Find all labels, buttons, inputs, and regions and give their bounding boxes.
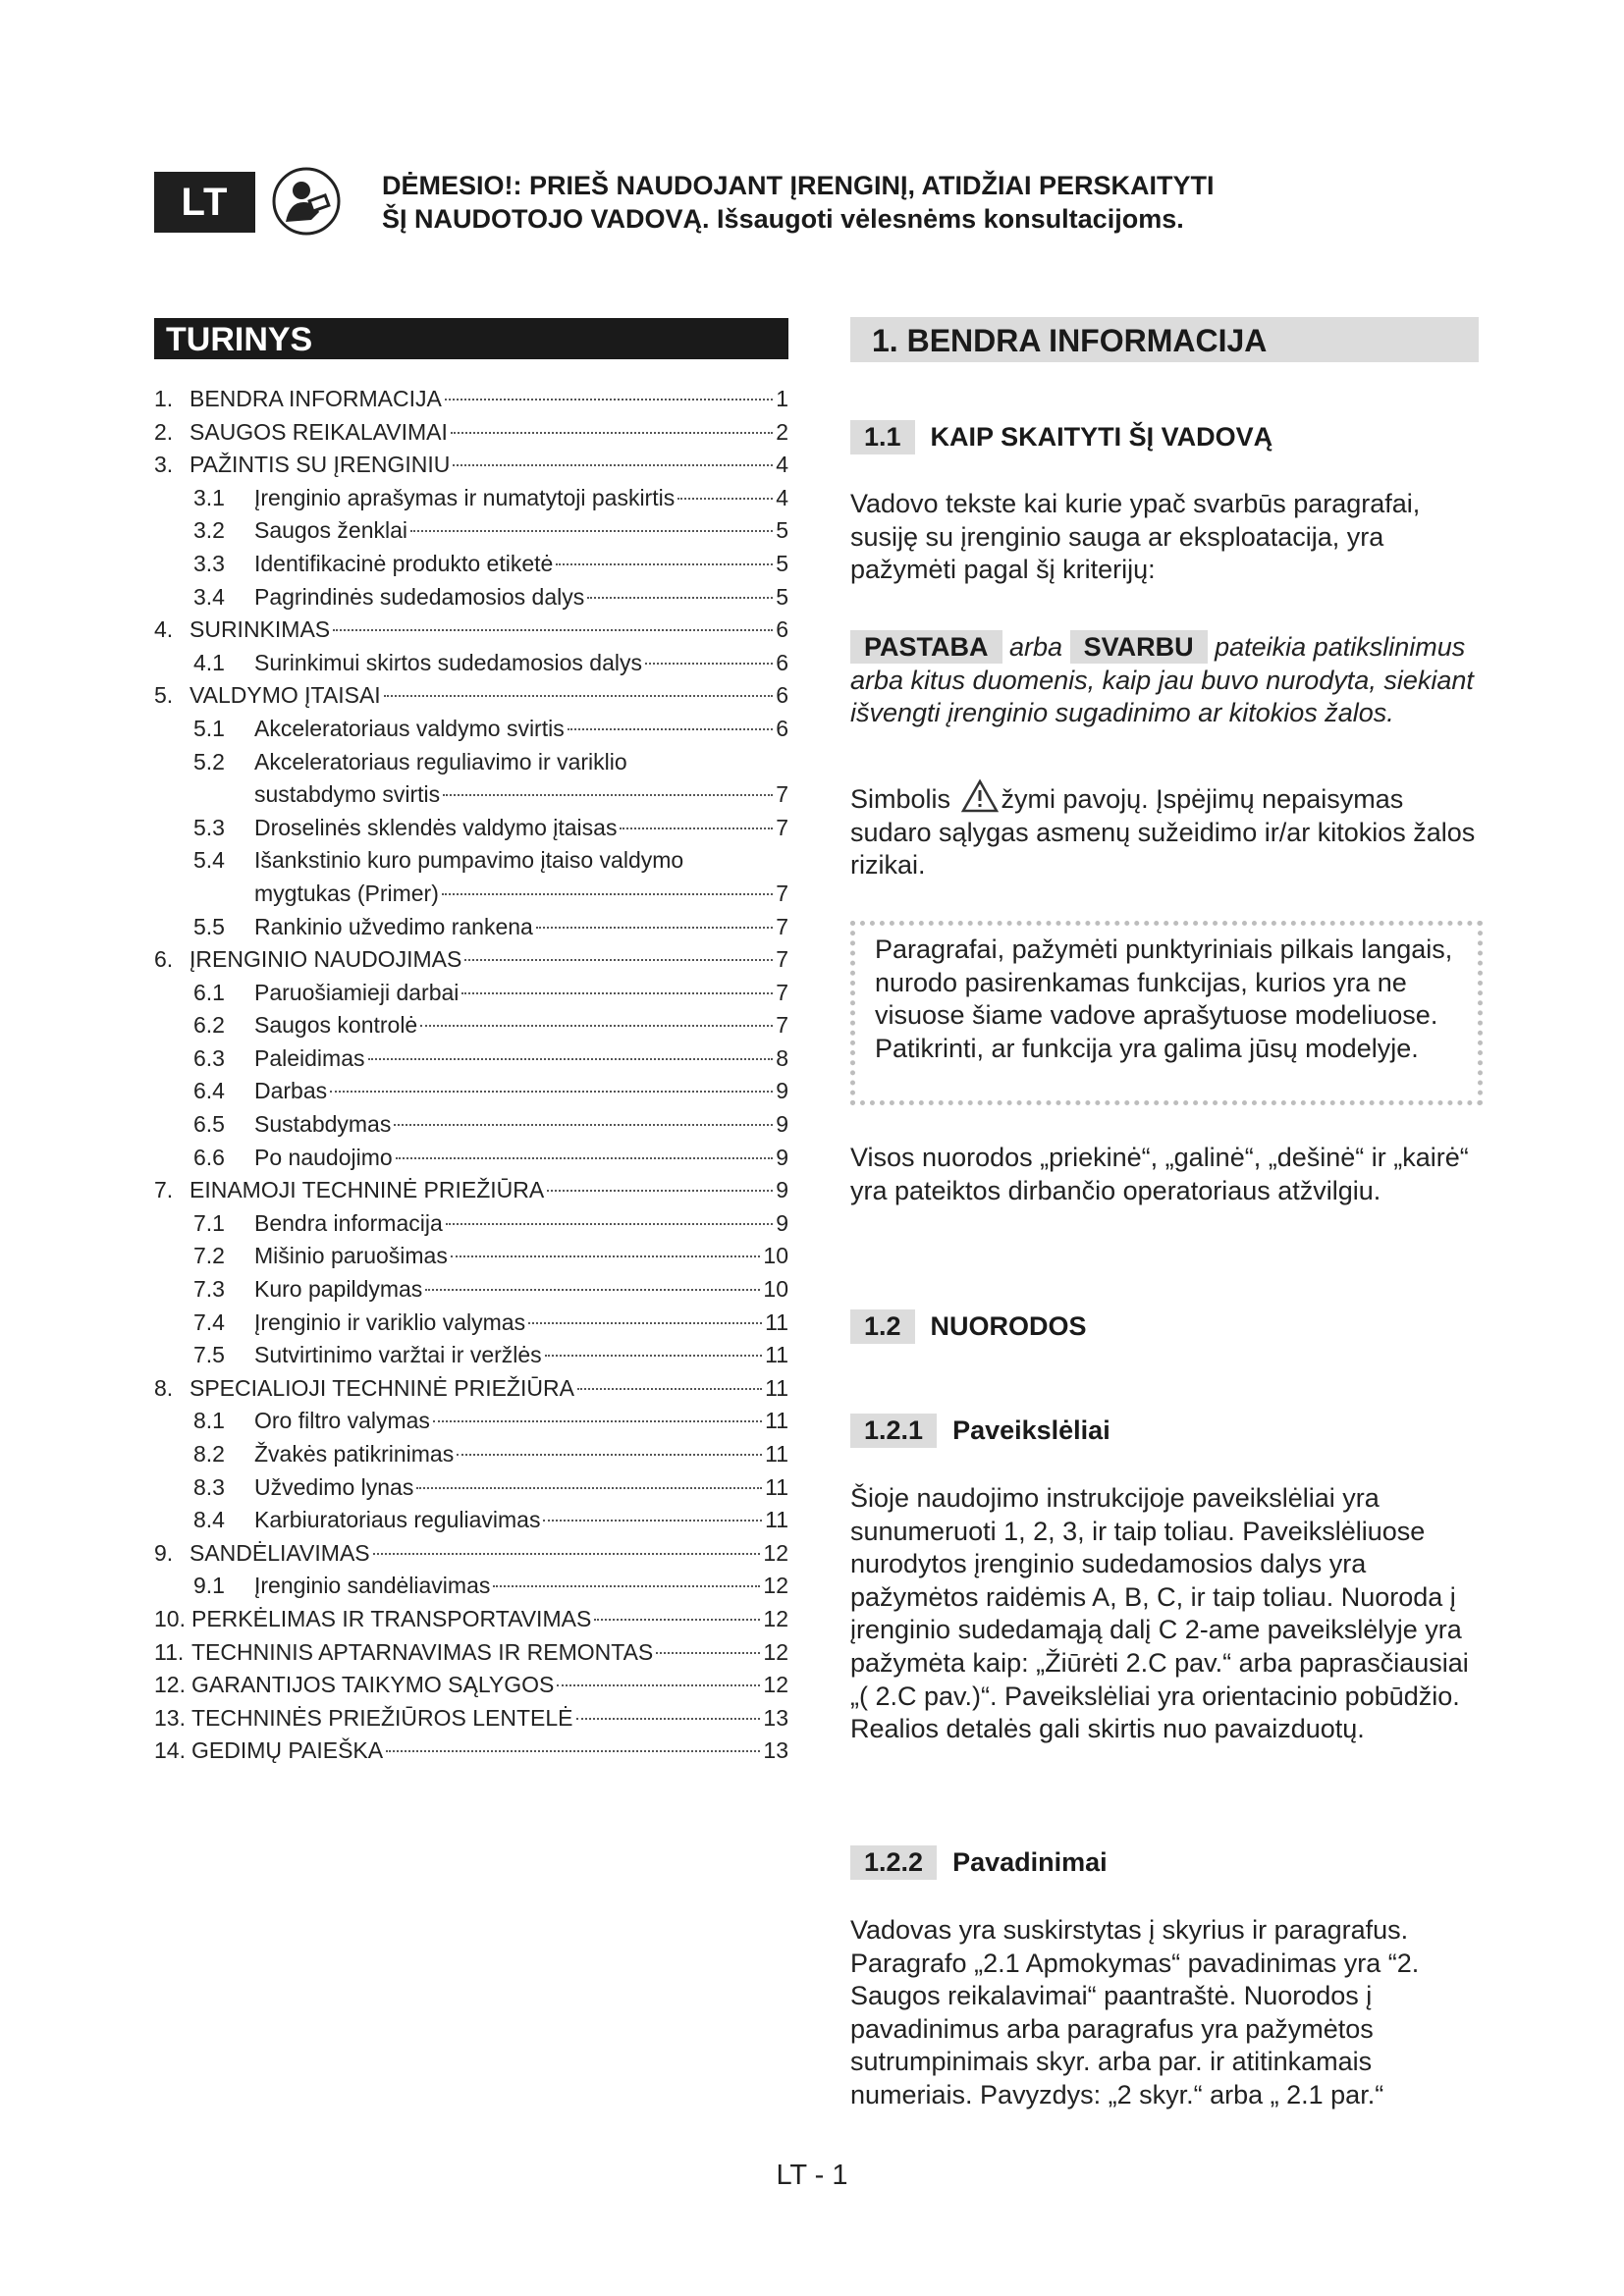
toc-leader-dots: [587, 597, 773, 599]
toc-entry-page: 7: [776, 781, 788, 808]
toc-entry-page: 11: [765, 1507, 788, 1533]
toc-entry: [154, 1207, 788, 1241]
toc-leader-dots: [425, 1289, 760, 1291]
svarbu-tag: SVARBU: [1070, 630, 1208, 664]
toc-entry-number: 6.6: [193, 1144, 225, 1170]
toc-entry-page: 7: [776, 946, 788, 973]
toc-entry-label: Išankstinio kuro pumpavimo įtaiso valdymo: [254, 847, 684, 874]
arba-word: arba: [1009, 632, 1063, 662]
paragraph: Vadovo tekste kai kurie ypač svarbūs paragrafai, susiję su įrenginio sauga ar eksploatacija, yra pažymėti pagal šį kriterijų:: [850, 489, 1421, 585]
toc-entry-number: 5.: [154, 682, 174, 709]
toc-entry-label: mygtukas (Primer): [254, 880, 439, 906]
toc-leader-dots: [568, 728, 773, 730]
pastaba-tag: PASTABA: [850, 630, 1002, 664]
paragraph: Visos nuorodos „priekinė“, „galinė“, „dešinė“ ir „kairė“ yra pateiktos dirbančio operatoriaus atžvilgiu.: [850, 1143, 1469, 1205]
toc-entry-page: 7: [776, 979, 788, 1005]
toc-entry-number: 3.3: [193, 550, 225, 576]
toc-entry-number: 7.3: [193, 1276, 225, 1303]
toc-entry-number: 13.: [154, 1704, 186, 1731]
toc-entry-page: 6: [776, 682, 788, 709]
note-text: pateikia patikslinimus arba kitus duomenis, kaip jau buvo nurodyta, siekiant išvengti įrenginio sugadinimo ar kitokios žalos.: [850, 632, 1474, 728]
toc-entry-number: 7.4: [193, 1308, 225, 1335]
warning-text: žymi pavojų. Įspėjimų nepaisymas sudaro sąlygas asmenų sužeidimo ir/ar kitokios žalos rizikai.: [850, 784, 1476, 881]
toc-entry-label: GEDIMŲ PAIEŠKA: [191, 1737, 384, 1764]
toc-entry: [154, 1108, 788, 1142]
section-1-title: 1. BENDRA INFORMACIJA: [850, 317, 1479, 362]
toc-entry-page: 13: [763, 1704, 788, 1731]
toc-leader-dots: [543, 1520, 762, 1522]
toc-entry-number: 6.: [154, 946, 174, 973]
toc-entry-page: 9: [776, 1177, 788, 1203]
toc-entry-page: 7: [776, 880, 788, 906]
toc-entry-page: 13: [763, 1737, 788, 1764]
toc-entry-number: 6.4: [193, 1078, 225, 1104]
toc-leader-dots: [445, 399, 773, 400]
toc-entry-page: 11: [765, 1441, 788, 1467]
toc-entry-page: 7: [776, 913, 788, 939]
toc-entry-label: TECHNINĖS PRIEŽIŪROS LENTELĖ: [191, 1704, 573, 1731]
toc-entry-label: Bendra informacija: [254, 1209, 443, 1236]
toc-entry-page: 12: [763, 1605, 788, 1631]
toc-entry-number: 8.1: [193, 1408, 225, 1434]
toc-entry: [154, 679, 788, 713]
toc-leader-dots: [384, 695, 774, 697]
toc-leader-dots: [528, 1322, 762, 1324]
toc-entry-number: 4.: [154, 616, 174, 643]
toc-entry-label: Sustabdymas: [254, 1111, 392, 1138]
toc-entry: [154, 1240, 788, 1273]
toc-entry-page: 12: [763, 1539, 788, 1566]
toc-entry-label: ĮRENGINIO NAUDOJIMAS: [189, 946, 462, 973]
table-of-contents: [154, 383, 788, 1768]
toc-entry: [154, 911, 788, 944]
toc-entry-page: 6: [776, 616, 788, 643]
toc-entry-number: 4.1: [193, 649, 225, 675]
toc-entry: [154, 1438, 788, 1471]
warning-triangle-icon: [960, 778, 1000, 814]
toc-leader-dots: [576, 1718, 761, 1720]
toc-entry: [154, 1042, 788, 1076]
toc-entry-number: 5.3: [193, 814, 225, 840]
paragraph: Vadovas yra suskirstytas į skyrius ir paragrafus. Paragrafo „2.1 Apmokymas“ pavadinimas yra “2. Saugos reikalavimai“ paantraštė. Nuorodos į pavadinimus arba paragrafus yra pažymėtos sutrumpinimais skyr. arba par. ir atitinkamais numeriais. Pavyzdys: „2 skyr.“ arba „ 2.1 par.“: [850, 1915, 1420, 2109]
toc-entry: [154, 943, 788, 977]
toc-entry-label: Įrenginio aprašymas ir numatytoji paskirtis: [254, 484, 676, 510]
page-number: LT - 1: [776, 2160, 848, 2191]
toc-entry: [154, 1570, 788, 1603]
toc-entry-number: 7.5: [193, 1342, 225, 1368]
toc-entry-number: 5.2: [193, 748, 225, 774]
toc-entry-page: 4: [776, 484, 788, 510]
toc-entry: [154, 548, 788, 581]
toc-entry-page: 11: [765, 1342, 788, 1368]
toc-entry-label: Saugos kontrolė: [254, 1012, 418, 1039]
toc-leader-dots: [577, 1388, 762, 1390]
toc-entry-label: Pagrindinės sudedamosios dalys: [254, 583, 585, 610]
toc-entry: [154, 449, 788, 482]
toc-entry-label: Įrenginio sandėliavimas: [254, 1573, 491, 1599]
toc-entry: [154, 1307, 788, 1340]
toc-entry-page: 10: [763, 1243, 788, 1269]
toc-entry-page: 7: [776, 1012, 788, 1039]
toc-entry: [154, 1142, 788, 1175]
paragraph: Šioje naudojimo instrukcijoje paveikslėliai yra sunumeruoti 1, 2, 3, ir taip toliau. Paveikslėliuose nurodytos įrenginio sudedamosios dalys yra pažymėtos raidėmis A, B, C, ir taip toliau. Nuoroda į įrenginio sudedamąją dalį C 2-ame paveikslėlyje yra pažymėta kaip: „Žiūrėti 2.C pav.“ arba paprasčiausiai „( 2.C pav.)“. Paveikslėliai yra orientacinio pobūdžio. Realios detalės gali skirtis nuo pavaizduotų.: [850, 1483, 1469, 1744]
toc-leader-dots: [420, 1025, 773, 1027]
toc-leader-dots: [386, 1750, 760, 1752]
toc-leader-dots: [594, 1619, 760, 1621]
toc-leader-dots: [416, 1487, 762, 1489]
toc-entry-label: SAUGOS REIKALAVIMAI: [189, 418, 448, 445]
toc-entry-number: 6.2: [193, 1012, 225, 1039]
toc-entry: [154, 977, 788, 1010]
toc-entry-label: Mišinio paruošimas: [254, 1243, 448, 1269]
toc-entry-label: PERKĖLIMAS IR TRANSPORTAVIMAS: [191, 1605, 592, 1631]
toc-entry: [154, 1174, 788, 1207]
warning-line-1: DĖMESIO!: PRIEŠ NAUDOJANT ĮRENGINĮ, ATIDŽIAI PERSKAITYTI: [382, 171, 1215, 200]
toc-leader-dots: [394, 1124, 773, 1126]
toc-title: TURINYS: [154, 318, 788, 359]
toc-entry: [154, 1537, 788, 1571]
optional-features-box: Paragrafai, pažymėti punktyriniais pilkais langais, nurodo pasirenkamas funkcijas, kurios yra ne visuose šiame vadove aprašytuose modeliuose. Patikrinti, ar funkcija yra galima jūsų modelyje.: [850, 921, 1483, 1105]
toc-entry-page: 12: [763, 1573, 788, 1599]
toc-entry: [154, 1075, 788, 1108]
read-manual-icon: [272, 167, 341, 236]
section-1-2-1-heading: [850, 1414, 1110, 1448]
toc-entry-number: 5.5: [193, 913, 225, 939]
toc-entry-number: 3.4: [193, 583, 225, 610]
toc-entry-number: 14.: [154, 1737, 186, 1764]
toc-entry-page: 1: [776, 386, 788, 411]
toc-leader-dots: [461, 992, 773, 994]
toc-entry-page: 6: [776, 649, 788, 675]
toc-leader-dots: [333, 629, 773, 631]
section-title: KAIP SKAITYTI ŠĮ VADOVĄ: [930, 422, 1273, 452]
toc-entry-label: Identifikacinė produkto etiketė: [254, 550, 554, 576]
toc-entry-number: 3.: [154, 452, 174, 478]
toc-leader-dots: [557, 1684, 760, 1686]
toc-entry-page: 9: [776, 1111, 788, 1138]
toc-entry-page: 11: [765, 1374, 788, 1401]
toc-entry-page: 5: [776, 583, 788, 610]
toc-entry-page: 8: [776, 1044, 788, 1071]
toc-entry: [154, 647, 788, 680]
toc-leader-dots: [656, 1652, 760, 1654]
toc-entry-label: Paruošiamieji darbai: [254, 979, 460, 1005]
section-1-1-heading: [850, 420, 1272, 454]
toc-entry-label: Akceleratoriaus reguliavimo ir variklio: [254, 748, 627, 774]
toc-entry: [154, 1273, 788, 1307]
toc-entry-number: 7.1: [193, 1209, 225, 1236]
toc-entry: [154, 581, 788, 614]
section-title: NUORODOS: [930, 1311, 1087, 1341]
toc-entry: [154, 1702, 788, 1735]
toc-entry-page: 5: [776, 550, 788, 576]
toc-entry-number: 7.2: [193, 1243, 225, 1269]
toc-entry-label: Sutvirtinimo varžtai ir veržlės: [254, 1342, 542, 1368]
toc-entry-label: SANDĖLIAVIMAS: [189, 1539, 370, 1566]
toc-entry-page: 9: [776, 1078, 788, 1104]
toc-entry-number: 12.: [154, 1672, 186, 1698]
toc-entry-number: 3.1: [193, 484, 225, 510]
toc-entry-label: GARANTIJOS TAIKYMO SĄLYGOS: [191, 1672, 555, 1698]
toc-leader-dots: [368, 1058, 774, 1060]
toc-entry: [154, 614, 788, 647]
toc-leader-dots: [536, 927, 773, 929]
toc-entry-label: Droselinės sklendės valdymo įtaisas: [254, 814, 618, 840]
toc-entry-page: 11: [765, 1408, 788, 1434]
toc-leader-dots: [373, 1553, 761, 1555]
toc-entry: [154, 1009, 788, 1042]
toc-entry-number: 2.: [154, 418, 174, 445]
toc-entry-label: Oro filtro valymas: [254, 1408, 430, 1434]
toc-entry-number: 8.3: [193, 1473, 225, 1500]
toc-entry-number: 6.1: [193, 979, 225, 1005]
toc-entry-continuation: [154, 778, 788, 812]
toc-entry-label: sustabdymo svirtis: [254, 781, 441, 808]
toc-leader-dots: [442, 893, 773, 895]
toc-entry-page: 12: [763, 1672, 788, 1698]
toc-entry: [154, 713, 788, 746]
toc-entry-number: 1.: [154, 386, 174, 411]
toc-entry-label: TECHNINIS APTARNAVIMAS IR REMONTAS: [191, 1638, 654, 1665]
toc-entry: [154, 1735, 788, 1768]
toc-leader-dots: [545, 1355, 762, 1357]
toc-leader-dots: [493, 1585, 760, 1587]
toc-entry-label: Įrenginio ir variklio valymas: [254, 1308, 526, 1335]
toc-entry-number: 9.: [154, 1539, 174, 1566]
toc-entry-number: 7.: [154, 1177, 174, 1203]
section-number: 1.2.2: [850, 1845, 937, 1880]
toc-leader-dots: [645, 663, 773, 665]
toc-leader-dots: [443, 794, 773, 796]
toc-entry-page: 11: [765, 1308, 788, 1335]
toc-leader-dots: [457, 1454, 762, 1456]
toc-leader-dots: [620, 828, 773, 829]
toc-entry: [154, 1372, 788, 1406]
toc-entry: [154, 383, 788, 416]
toc-entry-page: 11: [765, 1473, 788, 1500]
toc-entry-page: 9: [776, 1209, 788, 1236]
toc-entry: [154, 1603, 788, 1636]
section-number: 1.2: [850, 1309, 915, 1344]
toc-entry-page: 5: [776, 517, 788, 544]
toc-entry-label: VALDYMO ĮTAISAI: [189, 682, 381, 709]
toc-entry-page: 10: [763, 1276, 788, 1303]
section-number: 1.1: [850, 420, 915, 454]
toc-entry-label: EINAMOJI TECHNINĖ PRIEŽIŪRA: [189, 1177, 545, 1203]
toc-entry: [154, 844, 788, 878]
toc-entry: [154, 812, 788, 845]
toc-entry-page: 2: [776, 418, 788, 445]
toc-entry-label: Užvedimo lynas: [254, 1473, 414, 1500]
symbol-text: Simbolis: [850, 784, 951, 814]
toc-entry-label: Karbiuratoriaus reguliavimas: [254, 1507, 541, 1533]
toc-leader-dots: [446, 1223, 773, 1225]
toc-leader-dots: [410, 530, 773, 532]
toc-entry-label: Surinkimui skirtos sudedamosios dalys: [254, 649, 642, 675]
toc-entry-label: SURINKIMAS: [189, 616, 331, 643]
toc-entry-number: 5.1: [193, 715, 225, 741]
toc-leader-dots: [433, 1420, 762, 1422]
toc-entry-page: 9: [776, 1144, 788, 1170]
toc-entry-number: 3.2: [193, 517, 225, 544]
toc-leader-dots: [453, 464, 773, 466]
toc-entry: [154, 416, 788, 450]
toc-entry-number: 8.: [154, 1374, 174, 1401]
toc-entry: [154, 1471, 788, 1505]
toc-entry-number: 9.1: [193, 1573, 225, 1599]
toc-entry-label: Po naudojimo: [254, 1144, 393, 1170]
warning-notice: [382, 169, 1364, 236]
toc-entry: [154, 1669, 788, 1702]
toc-leader-dots: [556, 563, 773, 565]
note-paragraph: [850, 631, 1489, 730]
warning-line-2: ŠĮ NAUDOTOJO VADOVĄ. Išsaugoti vėlesnėms konsultacijoms.: [382, 204, 1184, 234]
toc-entry-label: Darbas: [254, 1078, 328, 1104]
toc-entry-page: 12: [763, 1638, 788, 1665]
toc-entry: [154, 1405, 788, 1438]
toc-entry: [154, 482, 788, 515]
toc-entry: [154, 746, 788, 779]
toc-leader-dots: [396, 1157, 774, 1159]
section-number: 1.2.1: [850, 1414, 937, 1448]
toc-leader-dots: [330, 1091, 773, 1093]
toc-entry: [154, 1339, 788, 1372]
toc-entry-number: 6.3: [193, 1044, 225, 1071]
toc-leader-dots: [451, 1255, 761, 1257]
toc-entry-label: SPECIALIOJI TECHNINĖ PRIEŽIŪRA: [189, 1374, 574, 1401]
toc-entry-label: Rankinio užvedimo rankena: [254, 913, 533, 939]
toc-leader-dots: [464, 959, 773, 961]
toc-entry-label: Akceleratoriaus valdymo svirtis: [254, 715, 565, 741]
language-badge: LT: [154, 172, 255, 233]
toc-entry-label: Žvakės patikrinimas: [254, 1441, 455, 1467]
toc-entry-page: 4: [776, 452, 788, 478]
section-title: Paveikslėliai: [952, 1415, 1110, 1445]
warning-paragraph: [850, 778, 1489, 882]
toc-entry-number: 11.: [154, 1638, 185, 1665]
toc-entry-label: Paleidimas: [254, 1044, 365, 1071]
toc-entry-number: 6.5: [193, 1111, 225, 1138]
toc-entry: [154, 1504, 788, 1537]
toc-leader-dots: [547, 1190, 773, 1192]
toc-entry-page: 6: [776, 715, 788, 741]
toc-entry-continuation: [154, 878, 788, 911]
toc-entry-label: PAŽINTIS SU ĮRENGINIU: [189, 452, 451, 478]
toc-entry-number: 8.4: [193, 1507, 225, 1533]
toc-entry-label: Saugos ženklai: [254, 517, 407, 544]
toc-entry-page: 7: [776, 814, 788, 840]
toc-entry-number: 10.: [154, 1605, 186, 1631]
toc-entry: [154, 1636, 788, 1670]
toc-entry-number: 8.2: [193, 1441, 225, 1467]
toc-leader-dots: [677, 498, 773, 500]
section-1-2-heading: [850, 1309, 1087, 1344]
toc-entry-label: Kuro papildymas: [254, 1276, 423, 1303]
toc-leader-dots: [451, 432, 773, 434]
section-1-2-2-heading: [850, 1845, 1108, 1880]
toc-entry-label: BENDRA INFORMACIJA: [189, 386, 442, 411]
toc-entry-number: 5.4: [193, 847, 225, 874]
toc-entry: [154, 514, 788, 548]
section-title: Pavadinimai: [952, 1847, 1108, 1877]
